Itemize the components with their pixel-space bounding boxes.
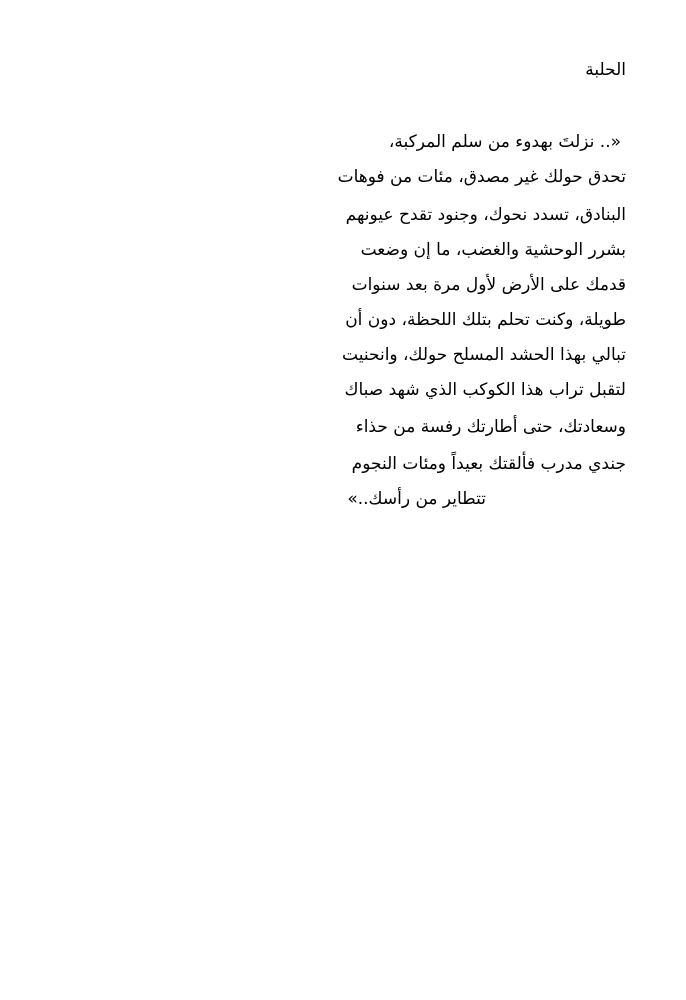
- poem-line-11: تتطاير من رأسك..»: [347, 489, 486, 509]
- poem-line-6: طويلة، وكنت تحلم بتلك اللحظة، دون أن: [345, 310, 626, 330]
- poem-line-3: البنادق، تسدد نحوك، وجنود تقدح عيونهم: [345, 205, 626, 225]
- poem-line-8: لتقبل تراب هذا الكوكب الذي شهد صباك: [344, 380, 626, 400]
- poem-line-1: «.. نزلتَ بهدوء من سلم المركبة،: [388, 132, 621, 152]
- poem-line-9: وسعادتك، حتى أطارتك رفسة من حذاء: [355, 417, 626, 437]
- poem-line-2: تحدق حولك غير مصدق، مئات من فوهات: [337, 167, 626, 187]
- poem-line-10: جندي مدرب فألقتك بعيداً ومئات النجوم: [351, 454, 626, 474]
- poem-line-4: بشرر الوحشية والغضب، ما إن وضعت: [360, 240, 626, 260]
- poem-line-7: تبالي بهذا الحشد المسلح حولك، وانحنيت: [342, 345, 626, 365]
- poem-line-5: قدمك على الأرض لأول مرة بعد سنوات: [351, 275, 626, 295]
- document-title: الحلبة: [585, 60, 626, 80]
